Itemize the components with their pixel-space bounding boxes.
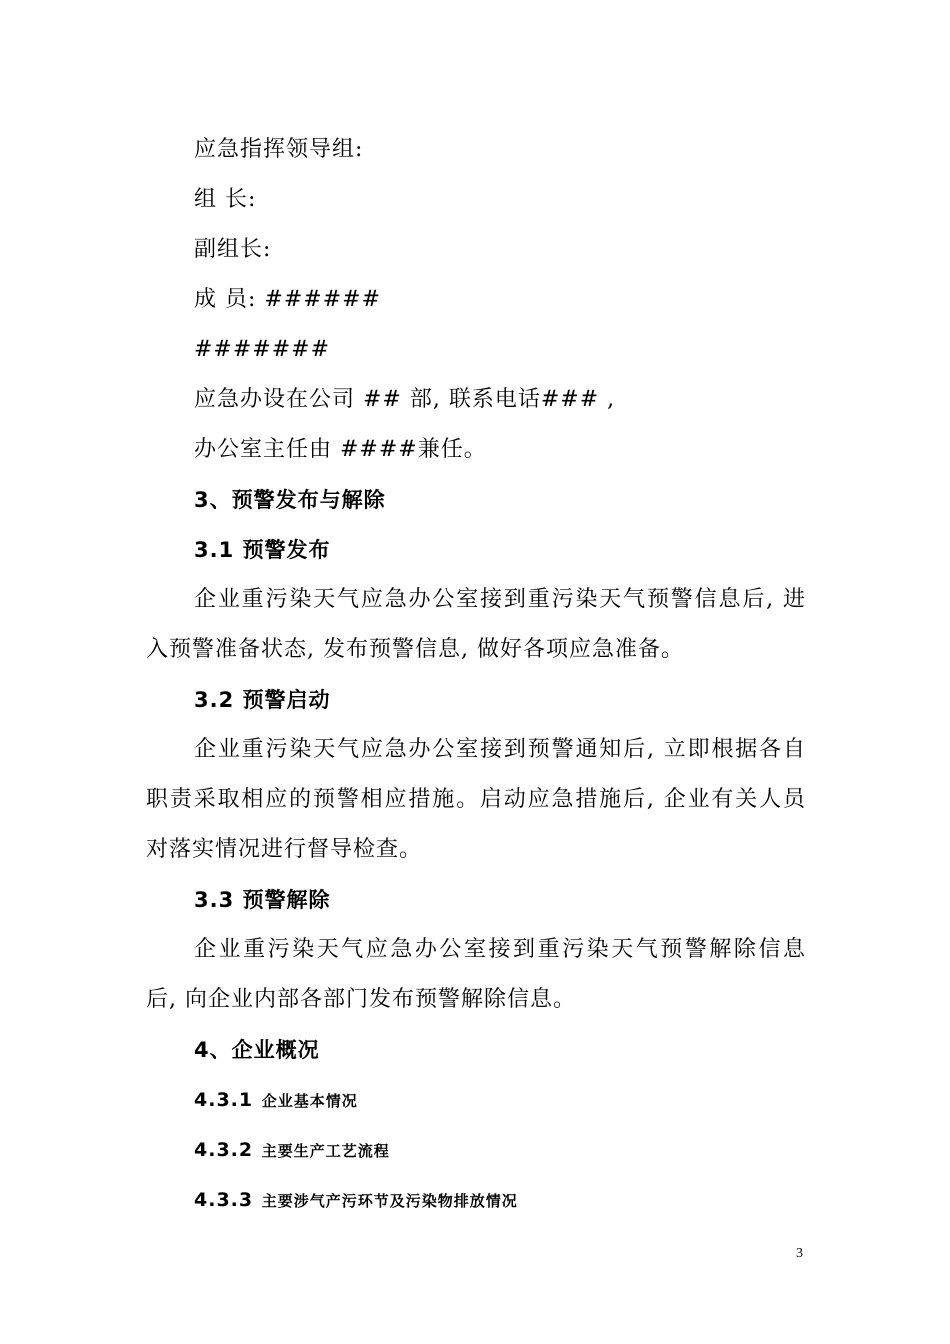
section-3-3-para-line-1: 企业重污染天气应急办公室接到重污染天气预警解除信息 [194, 937, 806, 962]
section-3-3-para-line-2: 后, 向企业内部各部门发布预警解除信息。 [146, 987, 576, 1012]
section-3-1-para-line-1: 企业重污染天气应急办公室接到重污染天气预警信息后, 进 [194, 587, 806, 612]
subsection-text: 主要涉气产污环节及污染物排放情况 [261, 1192, 518, 1210]
subsection-number: 4.3.3 [194, 1189, 254, 1211]
section-3-1-title: 3.1 预警发布 [194, 538, 331, 562]
section-3-2-title: 3.2 预警启动 [194, 688, 331, 712]
section-4-title: 4、企业概况 [194, 1038, 320, 1062]
subsection-number: 4.3.2 [194, 1139, 254, 1161]
subsection-text: 企业基本情况 [261, 1092, 358, 1110]
subsection-4-3-1 [194, 1086, 358, 1115]
subsection-4-3-3 [194, 1186, 518, 1215]
section-3-3-title: 3.3 预警解除 [194, 888, 331, 912]
members-continued: ####### [194, 337, 331, 362]
subsection-number: 4.3.1 [194, 1089, 254, 1111]
section-3-title: 3、预警发布与解除 [194, 488, 386, 512]
leader-line: 组 长: [194, 187, 257, 212]
office-line: 应急办设在公司 ## 部, 联系电话### , [194, 387, 616, 412]
page-number: 3 [796, 1246, 803, 1261]
director-line: 办公室主任由 ####兼任。 [194, 437, 487, 462]
section-3-1-para-line-2: 入预警准备状态, 发布预警信息, 做好各项应急准备。 [146, 637, 684, 662]
leadership-heading: 应急指挥领导组: [194, 137, 364, 162]
section-3-2-para-line-3: 对落实情况进行督导检查。 [146, 837, 423, 862]
subsection-4-3-2 [194, 1136, 390, 1165]
section-3-2-para-line-1: 企业重污染天气应急办公室接到预警通知后, 立即根据各自 [194, 737, 806, 762]
subsection-text: 主要生产工艺流程 [261, 1142, 390, 1160]
members-line: 成 员: ###### [194, 287, 382, 312]
deputy-line: 副组长: [194, 237, 272, 262]
section-3-2-para-line-2: 职责采取相应的预警相应措施。启动应急措施后, 企业有关人员 [146, 787, 806, 812]
